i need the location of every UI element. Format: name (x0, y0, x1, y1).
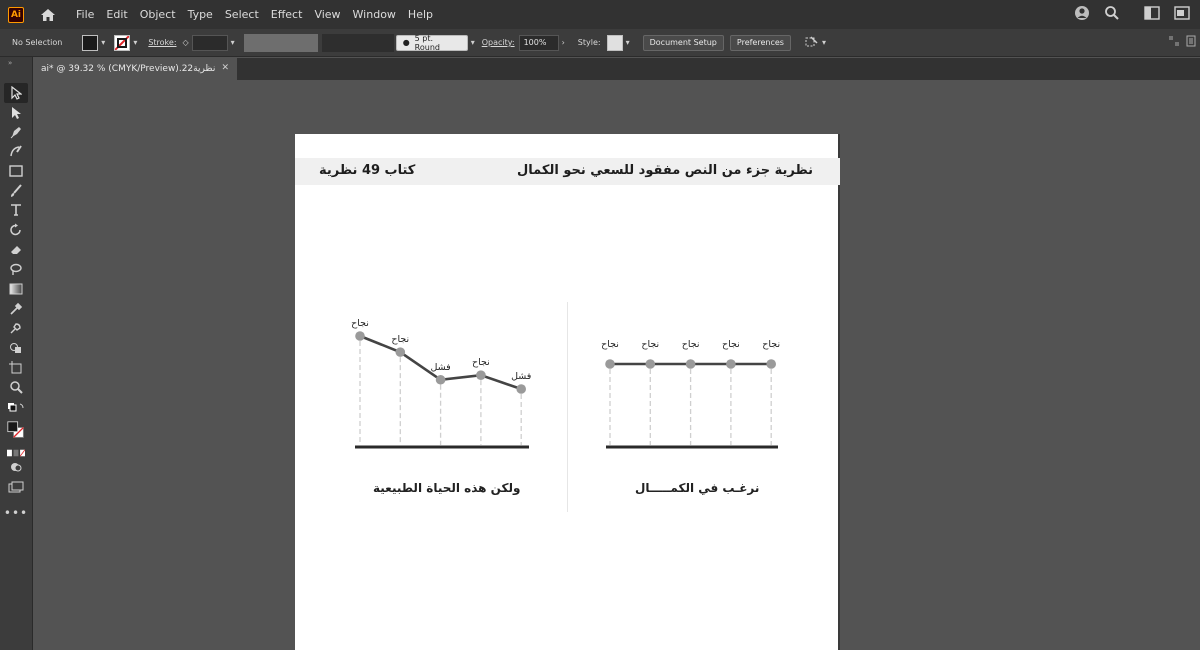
data-point (476, 370, 486, 380)
point-label: نجاح (681, 339, 700, 350)
draw-mode-icon[interactable] (7, 459, 25, 475)
control-bar (0, 29, 1200, 57)
artboard-tool-icon[interactable] (7, 360, 25, 376)
zoom-tool-icon[interactable] (7, 379, 25, 395)
align-icon[interactable] (1168, 35, 1180, 49)
chevron-right-icon[interactable]: › (561, 38, 565, 47)
fill-stroke-swatches[interactable] (7, 419, 25, 441)
lasso-tool-icon[interactable] (7, 261, 25, 277)
preferences-button[interactable]: Preferences (730, 35, 791, 51)
selection-tool-icon[interactable] (4, 83, 28, 103)
search-icon[interactable] (1104, 5, 1120, 25)
brush-dropdown[interactable] (396, 35, 468, 51)
direct-selection-tool-icon[interactable] (7, 105, 25, 121)
point-label: نجاح (762, 339, 781, 350)
point-label: فشل (511, 371, 532, 382)
brush-dot-icon: ● (402, 38, 410, 47)
stroke-weight-field[interactable] (192, 35, 228, 51)
chevron-down-icon[interactable]: ▾ (230, 38, 235, 47)
eraser-tool-icon[interactable] (7, 242, 25, 258)
data-point (686, 359, 696, 369)
document-tab-bar (33, 58, 1200, 80)
left-caption: ولكن هذه الحياة الطبيعية (373, 481, 521, 495)
eyedropper-tool-icon[interactable] (7, 301, 25, 317)
selection-status: No Selection (12, 38, 63, 47)
chevron-down-icon[interactable]: ▾ (101, 38, 106, 47)
menu-edit[interactable]: Edit (106, 8, 128, 21)
arrange-documents-icon[interactable] (1174, 5, 1190, 24)
reality-chart (295, 134, 567, 474)
pen-tool-icon[interactable] (7, 124, 25, 140)
variable-width-profile[interactable] (244, 34, 318, 52)
data-point (516, 384, 526, 394)
tools-panel (0, 57, 33, 650)
data-point (605, 359, 615, 369)
chevron-down-icon[interactable]: ▾ (470, 38, 475, 47)
default-colors-icon[interactable] (7, 400, 25, 416)
style-swatch[interactable] (607, 35, 623, 51)
paintbrush-tool-icon[interactable] (7, 183, 25, 199)
app-logo: Ai (8, 7, 24, 23)
menu-file[interactable]: File (76, 8, 95, 21)
chevron-down-icon[interactable]: ▾ (625, 38, 630, 47)
style-label: Style: (577, 38, 601, 47)
brush-definition[interactable] (322, 34, 394, 52)
point-label: نجاح (391, 334, 410, 346)
panel-collapse-icon[interactable]: » (8, 59, 13, 67)
document-tab-title: نظرية22.ai* @ 39.32 % (CMYK/Preview) (41, 64, 216, 74)
rectangle-tool-icon[interactable] (7, 163, 25, 179)
right-caption: نرغـب في الكمـــــال (635, 481, 760, 495)
menu-effect[interactable]: Effect (270, 8, 303, 21)
menu-select[interactable]: Select (224, 8, 259, 21)
menu-help[interactable]: Help (407, 8, 433, 21)
data-point (766, 359, 776, 369)
workspace-switcher-icon[interactable] (1144, 5, 1160, 24)
point-label: نجاح (721, 339, 740, 350)
data-point (436, 375, 446, 385)
perfection-chart (568, 134, 840, 474)
menu-items (70, 8, 439, 21)
gradient-tool-icon[interactable] (7, 281, 25, 297)
transform-icon[interactable] (803, 35, 819, 51)
menu-window[interactable]: Window (352, 8, 396, 21)
opacity-label[interactable]: Opacity: (481, 38, 515, 47)
stroke-swatch[interactable] (114, 35, 130, 51)
book-label: كتاب 49 نظرية (319, 163, 416, 178)
fill-swatch[interactable] (82, 35, 98, 51)
data-point (726, 359, 736, 369)
more-tools-icon[interactable]: ••• (3, 506, 29, 520)
home-icon[interactable] (38, 5, 58, 25)
opacity-field[interactable]: 100% (519, 35, 559, 51)
stroke-stepper-icon[interactable]: ◇ (182, 38, 189, 47)
type-tool-icon[interactable] (7, 202, 25, 218)
menu-bar (0, 0, 1200, 29)
blend-tool-icon[interactable] (7, 320, 25, 336)
data-point (396, 347, 406, 357)
brush-label: 5 pt. Round (414, 33, 440, 52)
menu-object[interactable]: Object (139, 8, 176, 21)
artboard-title: نظرية جزء من النص مفقود للسعي نحو الكمال (517, 163, 813, 178)
shape-builder-tool-icon[interactable] (7, 340, 25, 356)
document-setup-button[interactable]: Document Setup (643, 35, 724, 51)
close-icon[interactable]: ✕ (221, 63, 229, 73)
data-point (355, 331, 365, 341)
stroke-label[interactable]: Stroke: (148, 38, 177, 47)
data-point (646, 359, 656, 369)
menu-type[interactable]: Type (187, 8, 213, 21)
point-label: نجاح (601, 339, 619, 350)
chevron-down-icon[interactable]: ▾ (821, 38, 826, 47)
point-label: فشل (430, 361, 451, 373)
menu-right-icons (1074, 0, 1190, 29)
point-label: نجاح (641, 339, 660, 350)
rotate-tool-icon[interactable] (7, 222, 25, 238)
curvature-tool-icon[interactable] (7, 143, 25, 159)
point-label: نجاح (471, 357, 490, 369)
account-icon[interactable] (1074, 5, 1090, 25)
chevron-down-icon[interactable]: ▾ (133, 38, 138, 47)
point-label: نجاح (351, 318, 369, 329)
artboard[interactable] (295, 134, 840, 650)
screen-mode-icon[interactable] (7, 479, 25, 495)
document-tab[interactable] (33, 58, 237, 80)
menu-view[interactable]: View (314, 8, 341, 21)
panel-menu-icon[interactable] (1186, 35, 1196, 49)
